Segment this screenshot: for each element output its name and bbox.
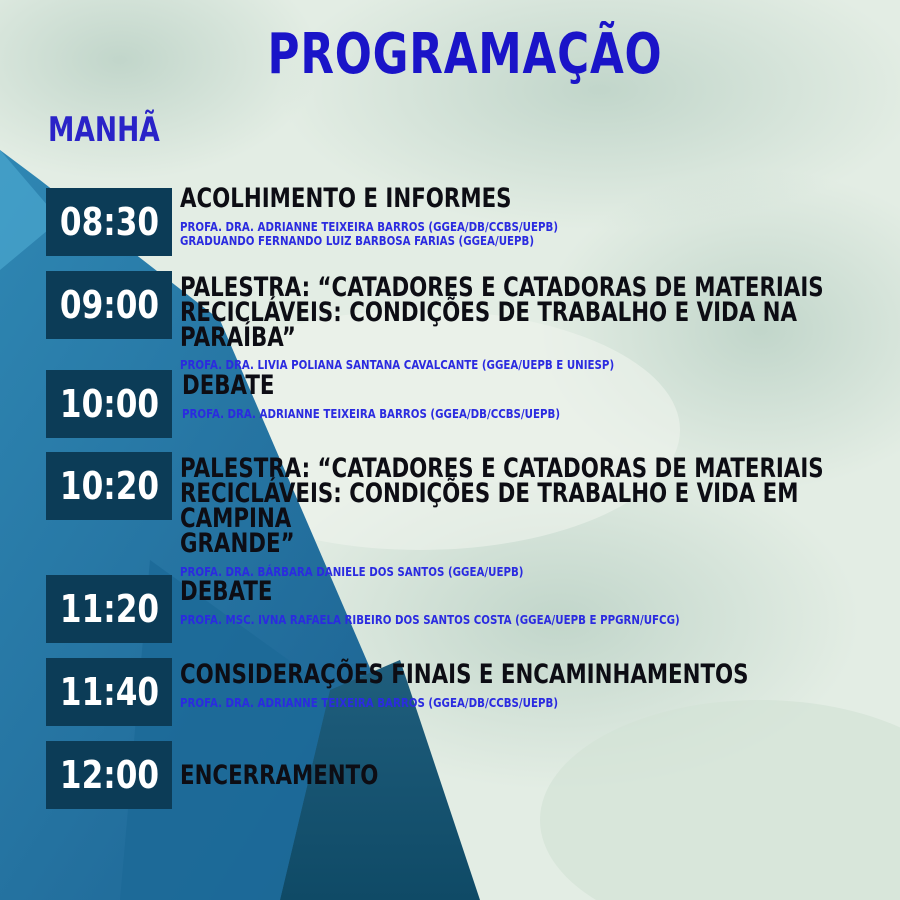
session-title: PALESTRA: “CATADORES E CATADORAS DE MATERIAIS RECICLÁVEIS: CONDIÇÕES DE TRABALHO E VIDA NA PARAÍBA” [180,272,824,353]
session-title: ENCERRAMENTO [180,760,379,791]
session-title: DEBATE [180,576,273,607]
period-heading: MANHÃ [48,110,160,150]
time-badge: 10:00 [46,370,172,438]
time-badge: 12:00 [46,741,172,809]
session-title: DEBATE [182,370,275,401]
speaker: PROFA. DRA. ADRIANNE TEIXEIRA BARROS (GGEA/DB/CCBS/UEPB) [180,695,559,710]
speaker: PROFA. DRA. ADRIANNE TEIXEIRA BARROS (GGEA/DB/CCBS/UEPB) [182,406,561,421]
speaker: GRADUANDO FERNANDO LUIZ BARBOSA FARIAS (GGEA/UEPB) [180,233,535,248]
speaker: PROFA. DRA. LIVIA POLIANA SANTANA CAVALCANTE (GGEA/UEPB E UNIESP) [180,357,615,372]
session-title: ACOLHIMENTO E INFORMES [180,183,512,214]
page-title: PROGRAMAÇÃO [267,22,663,87]
time-badge: 08:30 [46,188,172,256]
speaker: PROFA. MSC. IVNA RAFAELA RIBEIRO DOS SANTOS COSTA (GGEA/UEPB E PPGRN/UFCG) [180,612,680,627]
time-badge: 11:40 [46,658,172,726]
time-badge: 11:20 [46,575,172,643]
speaker: PROFA. DRA. BÁRBARA DANIELE DOS SANTOS (GGEA/UEPB) [180,564,524,579]
time-badge: 10:20 [46,452,172,520]
speaker: PROFA. DRA. ADRIANNE TEIXEIRA BARROS (GGEA/DB/CCBS/UEPB) [180,219,559,234]
session-title: PALESTRA: “CATADORES E CATADORAS DE MATERIAIS RECICLÁVEIS: CONDIÇÕES DE TRABALHO E VIDA EM CAMPINA GRANDE” [180,453,824,559]
session-title: CONSIDERAÇÕES FINAIS E ENCAMINHAMENTOS [180,659,749,690]
time-badge: 09:00 [46,271,172,339]
